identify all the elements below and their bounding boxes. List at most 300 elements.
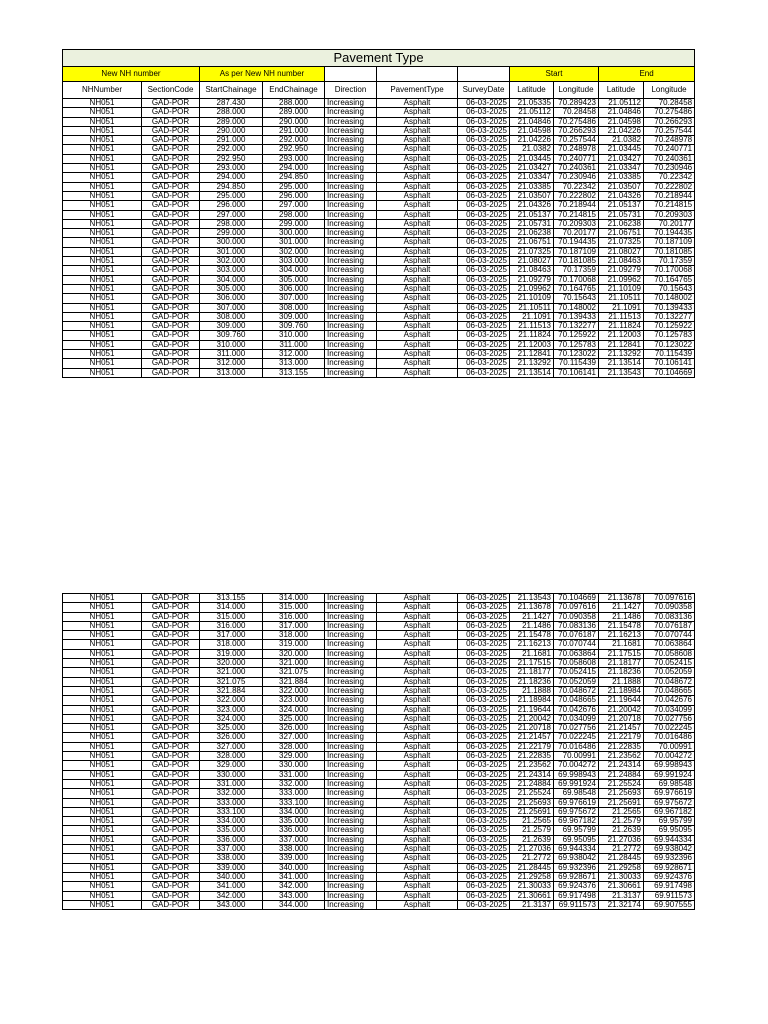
table-cell: 21.11513	[510, 322, 554, 331]
table-cell: 70.218944	[644, 191, 695, 200]
table-cell: 328.000	[263, 742, 325, 751]
table-cell: 06-03-2025	[458, 266, 510, 275]
table-cell: 328.000	[200, 752, 263, 761]
table-cell: 305.000	[263, 275, 325, 284]
table-cell: NH051	[63, 817, 142, 826]
table-cell: 21.10109	[510, 294, 554, 303]
table-cell: Increasing	[325, 322, 377, 331]
table-row	[63, 594, 695, 603]
table-cell: Increasing	[325, 872, 377, 881]
table-cell: 21.03427	[510, 164, 554, 173]
table-cell: 70.194435	[554, 238, 599, 247]
table-cell: NH051	[63, 294, 142, 303]
table-cell: 21.04846	[510, 117, 554, 126]
table-row	[63, 294, 695, 303]
table-cell: Increasing	[325, 99, 377, 108]
table-cell: 315.000	[200, 612, 263, 621]
table-cell: 21.06238	[510, 229, 554, 238]
table-cell: Increasing	[325, 733, 377, 742]
table-cell: 70.170068	[554, 275, 599, 284]
table-cell: NH051	[63, 238, 142, 247]
table-cell: 70.123022	[554, 350, 599, 359]
table-cell: 70.125783	[554, 340, 599, 349]
table-cell: 327.000	[263, 733, 325, 742]
table-cell: 70.070744	[644, 631, 695, 640]
table-cell: Asphalt	[377, 742, 458, 751]
table-cell: 21.2565	[599, 807, 644, 816]
table-cell: 69.95095	[644, 826, 695, 835]
table-cell: 06-03-2025	[458, 742, 510, 751]
table-cell: 70.004272	[554, 761, 599, 770]
table-cell: 335.000	[200, 826, 263, 835]
table-row	[63, 117, 695, 126]
table-cell: 307.000	[200, 303, 263, 312]
table-cell: Asphalt	[377, 266, 458, 275]
table-cell: 69.991924	[644, 770, 695, 779]
table-cell: NH051	[63, 631, 142, 640]
table-row	[63, 705, 695, 714]
table-cell: Increasing	[325, 331, 377, 340]
table-cell: 21.27036	[599, 835, 644, 844]
table-cell: 333.100	[200, 807, 263, 816]
table-cell: 70.123022	[644, 340, 695, 349]
table-row	[63, 164, 695, 173]
table-cell: Increasing	[325, 714, 377, 723]
table-cell: GAD-POR	[142, 266, 200, 275]
table-row	[63, 238, 695, 247]
table-cell: NH051	[63, 863, 142, 872]
table-cell: GAD-POR	[142, 191, 200, 200]
table-cell: GAD-POR	[142, 201, 200, 210]
table-cell: Asphalt	[377, 854, 458, 863]
table-cell: 298.000	[200, 219, 263, 228]
table-cell: 21.05137	[510, 210, 554, 219]
column-header: SectionCode	[142, 82, 200, 99]
table-cell: Asphalt	[377, 238, 458, 247]
table-cell: 21.11513	[599, 312, 644, 321]
table-cell: NH051	[63, 845, 142, 854]
table-cell: Asphalt	[377, 798, 458, 807]
table-cell: 322.000	[200, 696, 263, 705]
column-header: StartChainage	[200, 82, 263, 99]
table-cell: 06-03-2025	[458, 882, 510, 891]
table-cell: GAD-POR	[142, 312, 200, 321]
table-cell: 06-03-2025	[458, 191, 510, 200]
table-cell: 69.907555	[644, 900, 695, 909]
table-cell: 326.000	[200, 733, 263, 742]
table-cell: NH051	[63, 173, 142, 182]
table-row	[63, 257, 695, 266]
table-cell: 70.052059	[554, 677, 599, 686]
table-cell: 21.11824	[510, 331, 554, 340]
table-cell: 292.950	[200, 154, 263, 163]
table-cell: 70.28458	[554, 108, 599, 117]
table-cell: Asphalt	[377, 668, 458, 677]
table-cell: 21.09962	[599, 275, 644, 284]
table-cell: 295.000	[200, 191, 263, 200]
table-cell: NH051	[63, 770, 142, 779]
table-cell: Asphalt	[377, 835, 458, 844]
table-cell: 21.05112	[510, 108, 554, 117]
table-cell: 321.000	[200, 668, 263, 677]
table-cell: 70.115439	[644, 350, 695, 359]
table-cell: Asphalt	[377, 154, 458, 163]
table-cell: NH051	[63, 594, 142, 603]
table-row	[63, 872, 695, 881]
table-cell: 70.027756	[644, 714, 695, 723]
table-cell: 70.240361	[554, 164, 599, 173]
table-cell: 314.000	[200, 603, 263, 612]
table-cell: 69.95799	[644, 817, 695, 826]
table-cell: 70.076187	[644, 621, 695, 630]
table-cell: 21.10511	[599, 294, 644, 303]
table-cell: Asphalt	[377, 631, 458, 640]
table-row	[63, 612, 695, 621]
table-cell: 290.000	[263, 117, 325, 126]
table-row	[63, 686, 695, 695]
table-cell: NH051	[63, 668, 142, 677]
table-cell: Increasing	[325, 742, 377, 751]
table-cell: 06-03-2025	[458, 136, 510, 145]
table-cell: GAD-POR	[142, 686, 200, 695]
table-cell: Increasing	[325, 229, 377, 238]
table-cell: Asphalt	[377, 817, 458, 826]
table-cell: 70.209303	[554, 219, 599, 228]
table-cell: 312.000	[200, 359, 263, 368]
table-cell: 70.052059	[644, 668, 695, 677]
table-cell: 69.991924	[554, 779, 599, 788]
table-cell: 332.000	[263, 779, 325, 788]
table-cell: GAD-POR	[142, 359, 200, 368]
table-cell: 21.23562	[510, 761, 554, 770]
table-cell: 333.000	[263, 789, 325, 798]
table-cell: GAD-POR	[142, 612, 200, 621]
table-cell: 06-03-2025	[458, 724, 510, 733]
table-cell: 21.28445	[510, 863, 554, 872]
table-cell: 69.967182	[644, 807, 695, 816]
table-cell: 21.1486	[510, 621, 554, 630]
table-cell: Increasing	[325, 631, 377, 640]
table-cell: 304.000	[263, 266, 325, 275]
table-row	[63, 798, 695, 807]
table-cell: Asphalt	[377, 191, 458, 200]
table-cell: 70.004272	[644, 752, 695, 761]
table-cell: 69.975672	[554, 807, 599, 816]
table-cell: 69.944334	[644, 835, 695, 844]
table-cell: 21.30661	[599, 882, 644, 891]
table-cell: 330.000	[200, 770, 263, 779]
table-cell: 21.24884	[599, 770, 644, 779]
table-cell: Increasing	[325, 210, 377, 219]
table-cell: NH051	[63, 99, 142, 108]
table-cell: 70.139433	[554, 312, 599, 321]
column-header: Latitude	[599, 82, 644, 99]
table-cell: 70.097616	[644, 594, 695, 603]
table-cell: 70.115439	[554, 359, 599, 368]
table-cell: Increasing	[325, 752, 377, 761]
table-cell: 70.090358	[554, 612, 599, 621]
table-cell: 325.000	[200, 724, 263, 733]
table-cell: 21.30033	[510, 882, 554, 891]
table-cell: Increasing	[325, 891, 377, 900]
table-cell: 21.03385	[510, 182, 554, 191]
table-cell: NH051	[63, 798, 142, 807]
table-cell: 70.248978	[554, 145, 599, 154]
table-cell: NH051	[63, 136, 142, 145]
table-cell: Increasing	[325, 705, 377, 714]
table-cell: 306.000	[200, 294, 263, 303]
table-cell: 69.928671	[554, 872, 599, 881]
table-cell: 339.000	[200, 863, 263, 872]
table-cell: 323.000	[263, 696, 325, 705]
table-cell: 21.20042	[510, 714, 554, 723]
table-cell: Asphalt	[377, 257, 458, 266]
table-cell: Asphalt	[377, 201, 458, 210]
table-cell: GAD-POR	[142, 826, 200, 835]
table-cell: GAD-POR	[142, 863, 200, 872]
table-cell: NH051	[63, 154, 142, 163]
table-cell: 06-03-2025	[458, 733, 510, 742]
table-row	[63, 835, 695, 844]
table-row	[63, 201, 695, 210]
table-cell: Asphalt	[377, 863, 458, 872]
table-cell: 21.30661	[510, 891, 554, 900]
table-cell: 70.104669	[554, 594, 599, 603]
table-cell: 06-03-2025	[458, 686, 510, 695]
table-cell: 21.12841	[599, 340, 644, 349]
table-cell: NH051	[63, 201, 142, 210]
table-cell: 70.083136	[644, 612, 695, 621]
table-cell: 21.13678	[510, 603, 554, 612]
table-row	[63, 359, 695, 368]
table-cell: GAD-POR	[142, 677, 200, 686]
table-cell: Increasing	[325, 845, 377, 854]
table-cell: GAD-POR	[142, 668, 200, 677]
table-cell: 21.09279	[510, 275, 554, 284]
table-cell: 70.104669	[644, 368, 695, 377]
page-title: Pavement Type	[63, 50, 695, 67]
table-cell: 343.000	[200, 900, 263, 909]
table-cell: GAD-POR	[142, 331, 200, 340]
table-cell: 325.000	[263, 714, 325, 723]
table-cell: NH051	[63, 640, 142, 649]
table-cell: 70.148002	[554, 303, 599, 312]
table-cell: NH051	[63, 303, 142, 312]
table-cell: GAD-POR	[142, 368, 200, 377]
table-cell: 21.22835	[510, 752, 554, 761]
table-cell: Asphalt	[377, 594, 458, 603]
table-cell: NH051	[63, 826, 142, 835]
table-cell: GAD-POR	[142, 631, 200, 640]
table-cell: 21.09962	[510, 284, 554, 293]
table-cell: 21.17515	[510, 659, 554, 668]
table-cell: GAD-POR	[142, 238, 200, 247]
table-cell: 297.000	[200, 210, 263, 219]
table-cell: NH051	[63, 612, 142, 621]
table-cell: 314.000	[263, 594, 325, 603]
table-cell: 06-03-2025	[458, 872, 510, 881]
table-row	[63, 99, 695, 108]
table-cell: GAD-POR	[142, 724, 200, 733]
table-cell: NH051	[63, 891, 142, 900]
table-cell: GAD-POR	[142, 210, 200, 219]
table-cell: 21.13678	[599, 594, 644, 603]
table-cell: 21.1486	[599, 612, 644, 621]
table-cell: Asphalt	[377, 210, 458, 219]
table-cell: GAD-POR	[142, 145, 200, 154]
table-cell: 70.266293	[554, 126, 599, 135]
table-row	[63, 182, 695, 191]
table-cell: 21.2579	[510, 826, 554, 835]
table-cell: 338.000	[200, 854, 263, 863]
table-row	[63, 863, 695, 872]
table-row	[63, 312, 695, 321]
table-cell: 297.000	[263, 201, 325, 210]
table-cell: NH051	[63, 182, 142, 191]
table-cell: 344.000	[263, 900, 325, 909]
table-cell: 70.20177	[644, 219, 695, 228]
table-cell: 70.048665	[554, 696, 599, 705]
table-cell: 337.000	[263, 835, 325, 844]
table-cell: NH051	[63, 229, 142, 238]
table-row	[63, 733, 695, 742]
table-cell: 06-03-2025	[458, 99, 510, 108]
table-cell: 70.048672	[644, 677, 695, 686]
table-cell: 69.911573	[644, 891, 695, 900]
table-row	[63, 603, 695, 612]
table-cell: 322.000	[263, 686, 325, 695]
table-cell: 06-03-2025	[458, 164, 510, 173]
table-cell: 06-03-2025	[458, 854, 510, 863]
table-cell: 69.917498	[554, 891, 599, 900]
table-cell: 70.222802	[554, 191, 599, 200]
table-cell: Increasing	[325, 677, 377, 686]
table-cell: 06-03-2025	[458, 108, 510, 117]
table-cell: 21.21457	[599, 724, 644, 733]
table-cell: 306.000	[263, 284, 325, 293]
table-cell: 21.2772	[599, 845, 644, 854]
table-cell: 21.04846	[599, 108, 644, 117]
table-cell: 21.1427	[510, 612, 554, 621]
table-cell: 69.932396	[644, 854, 695, 863]
table-cell: 339.000	[263, 854, 325, 863]
table-cell: 321.075	[263, 668, 325, 677]
table-cell: 21.24884	[510, 779, 554, 788]
table-cell: 70.22342	[644, 173, 695, 182]
table-cell: GAD-POR	[142, 229, 200, 238]
table-cell: 70.275486	[644, 108, 695, 117]
table-cell: 06-03-2025	[458, 817, 510, 826]
table-cell: 06-03-2025	[458, 649, 510, 658]
table-cell: 06-03-2025	[458, 359, 510, 368]
table-cell: 296.000	[263, 191, 325, 200]
table-cell: Increasing	[325, 603, 377, 612]
table-cell: 06-03-2025	[458, 752, 510, 761]
table-cell: 21.25524	[510, 789, 554, 798]
table-cell: 21.06238	[599, 219, 644, 228]
table-cell: 70.17359	[644, 257, 695, 266]
table-cell: 69.95095	[554, 835, 599, 844]
table-cell: 69.967182	[554, 817, 599, 826]
table-cell: 70.194435	[644, 229, 695, 238]
table-cell: NH051	[63, 164, 142, 173]
table-cell: 21.05731	[599, 210, 644, 219]
table-row	[63, 284, 695, 293]
table-cell: Increasing	[325, 659, 377, 668]
table-cell: 70.209303	[644, 210, 695, 219]
table-cell: GAD-POR	[142, 322, 200, 331]
table-cell: 70.022245	[554, 733, 599, 742]
table-cell: 340.000	[263, 863, 325, 872]
table-cell: Asphalt	[377, 761, 458, 770]
table-cell: 317.000	[263, 621, 325, 630]
table-cell: GAD-POR	[142, 900, 200, 909]
table-cell: 69.976619	[644, 789, 695, 798]
table-cell: 330.000	[263, 761, 325, 770]
table-cell: 69.944334	[554, 845, 599, 854]
table-cell: Asphalt	[377, 845, 458, 854]
table-cell: 311.000	[263, 340, 325, 349]
column-header: NHNumber	[63, 82, 142, 99]
table-cell: 06-03-2025	[458, 807, 510, 816]
table-cell: 21.1091	[510, 312, 554, 321]
table-cell: 316.000	[200, 621, 263, 630]
table-cell: 06-03-2025	[458, 705, 510, 714]
table-row	[63, 210, 695, 219]
table-cell: NH051	[63, 126, 142, 135]
table-cell: Increasing	[325, 275, 377, 284]
table-cell: 21.1091	[599, 303, 644, 312]
table-cell: 21.28445	[599, 854, 644, 863]
table-cell: 06-03-2025	[458, 845, 510, 854]
table-row	[63, 275, 695, 284]
table-cell: 06-03-2025	[458, 594, 510, 603]
table-cell: 21.22179	[510, 742, 554, 751]
table-cell: 21.25691	[599, 798, 644, 807]
table-cell: NH051	[63, 331, 142, 340]
table-cell: GAD-POR	[142, 835, 200, 844]
table-cell: 06-03-2025	[458, 770, 510, 779]
table-cell: 334.000	[263, 807, 325, 816]
table-cell: 70.15643	[554, 294, 599, 303]
table-cell: Increasing	[325, 612, 377, 621]
table-cell: NH051	[63, 266, 142, 275]
table-cell: Increasing	[325, 284, 377, 293]
table-cell: Asphalt	[377, 117, 458, 126]
table-cell: 292.000	[200, 145, 263, 154]
table-row	[63, 340, 695, 349]
table-cell: 21.17515	[599, 649, 644, 658]
table-row	[63, 752, 695, 761]
table-cell: 21.05112	[599, 99, 644, 108]
table-cell: Asphalt	[377, 126, 458, 135]
table-cell: GAD-POR	[142, 742, 200, 751]
table-row	[63, 891, 695, 900]
table-cell: 329.000	[200, 761, 263, 770]
table-cell: 340.000	[200, 872, 263, 881]
table-cell: 312.000	[263, 350, 325, 359]
table-cell: Increasing	[325, 900, 377, 909]
table-cell: NH051	[63, 752, 142, 761]
table-cell: 70.063864	[554, 649, 599, 658]
table-cell: GAD-POR	[142, 649, 200, 658]
table-cell: 69.976619	[554, 798, 599, 807]
table-cell: 06-03-2025	[458, 631, 510, 640]
table-cell: Increasing	[325, 108, 377, 117]
column-header: Longitude	[644, 82, 695, 99]
table-cell: 70.070744	[554, 640, 599, 649]
table-cell: NH051	[63, 191, 142, 200]
